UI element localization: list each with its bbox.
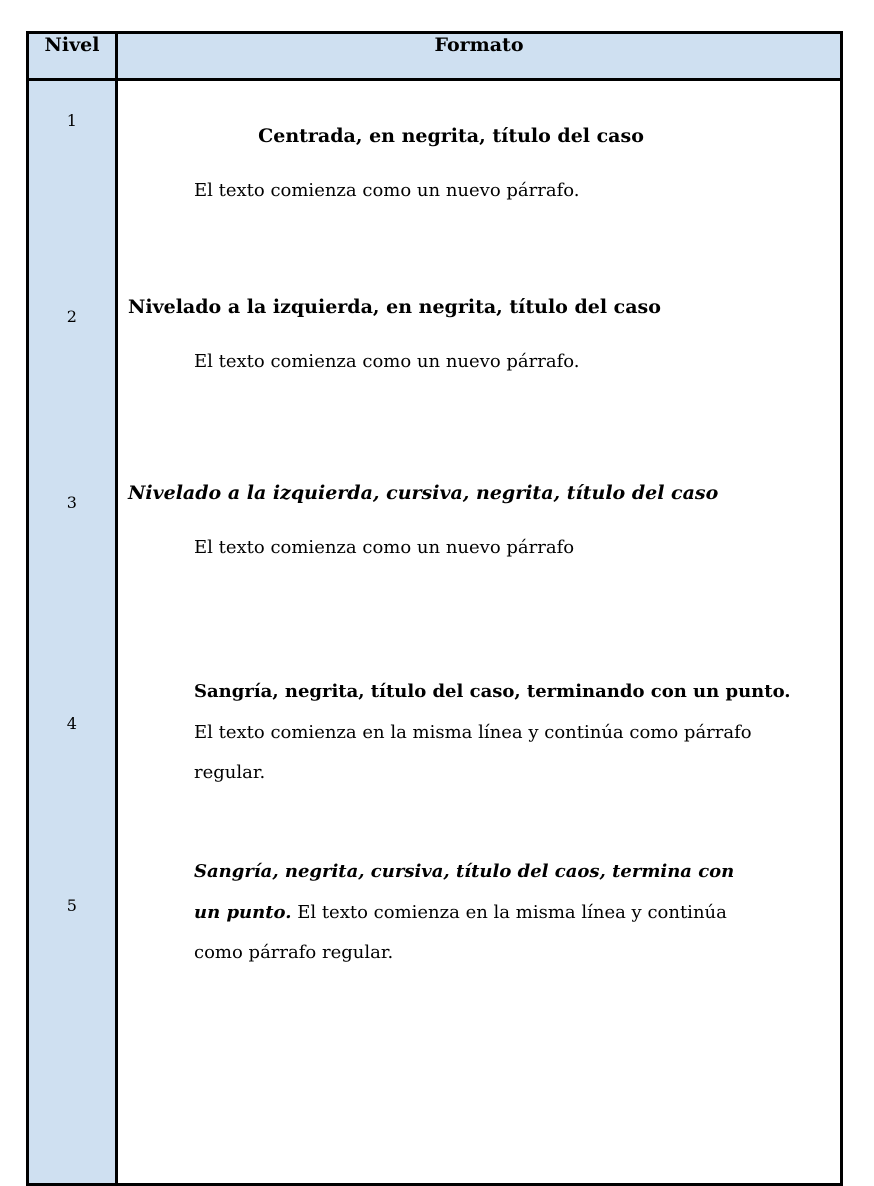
format-cell-5 bbox=[117, 831, 842, 1185]
heading-level-1: Centrada, en negrita, título del caso bbox=[258, 125, 644, 147]
heading-level-4: Sangría, negrita, título del caso, terminando con un punto. bbox=[194, 681, 791, 702]
table-row bbox=[28, 651, 842, 831]
body-text-level-5: El texto comienza en la misma línea y continúa como párrafo regular. bbox=[194, 901, 727, 963]
table-row bbox=[28, 831, 842, 1185]
column-header-nivel: Nivel bbox=[28, 33, 117, 80]
heading-level-2: Nivelado a la izquierda, en negrita, título del caso bbox=[128, 296, 661, 318]
column-header-formato: Formato bbox=[117, 33, 842, 80]
body-text-level-1: El texto comienza como un nuevo párrafo. bbox=[194, 180, 580, 201]
level-cell-2 bbox=[28, 284, 117, 470]
heading-level-3: Nivelado a la izquierda, cursiva, negrita, título del caso bbox=[128, 482, 719, 504]
body-text-level-2: El texto comienza como un nuevo párrafo. bbox=[194, 351, 580, 372]
level-cell-5 bbox=[28, 831, 117, 1185]
level-cell-4 bbox=[28, 651, 117, 831]
format-cell-2 bbox=[117, 284, 842, 470]
table-row bbox=[28, 284, 842, 470]
format-cell-3 bbox=[117, 470, 842, 651]
level-number-5: 5 bbox=[66, 896, 78, 915]
level-number-1: 1 bbox=[66, 111, 78, 130]
table-row bbox=[28, 470, 842, 651]
body-text-level-3: El texto comienza como un nuevo párrafo bbox=[194, 537, 575, 558]
paragraph-level-5 bbox=[118, 852, 840, 974]
format-cell-4 bbox=[117, 651, 842, 831]
heading-level-5: Sangría, negrita, cursiva, título del caos, termina con un punto. bbox=[194, 861, 735, 923]
table-row bbox=[28, 80, 842, 285]
level-cell-1 bbox=[28, 80, 117, 285]
level-number-4: 4 bbox=[66, 714, 78, 733]
table-header-row bbox=[28, 33, 842, 80]
body-text-level-4: El texto comienza en la misma línea y continúa como párrafo regular. bbox=[194, 721, 752, 783]
heading-levels-table bbox=[26, 31, 843, 1186]
level-number-3: 3 bbox=[66, 493, 78, 512]
format-cell-1 bbox=[117, 80, 842, 285]
level-cell-3 bbox=[28, 470, 117, 651]
level-number-2: 2 bbox=[66, 307, 78, 326]
paragraph-level-4 bbox=[118, 672, 840, 794]
